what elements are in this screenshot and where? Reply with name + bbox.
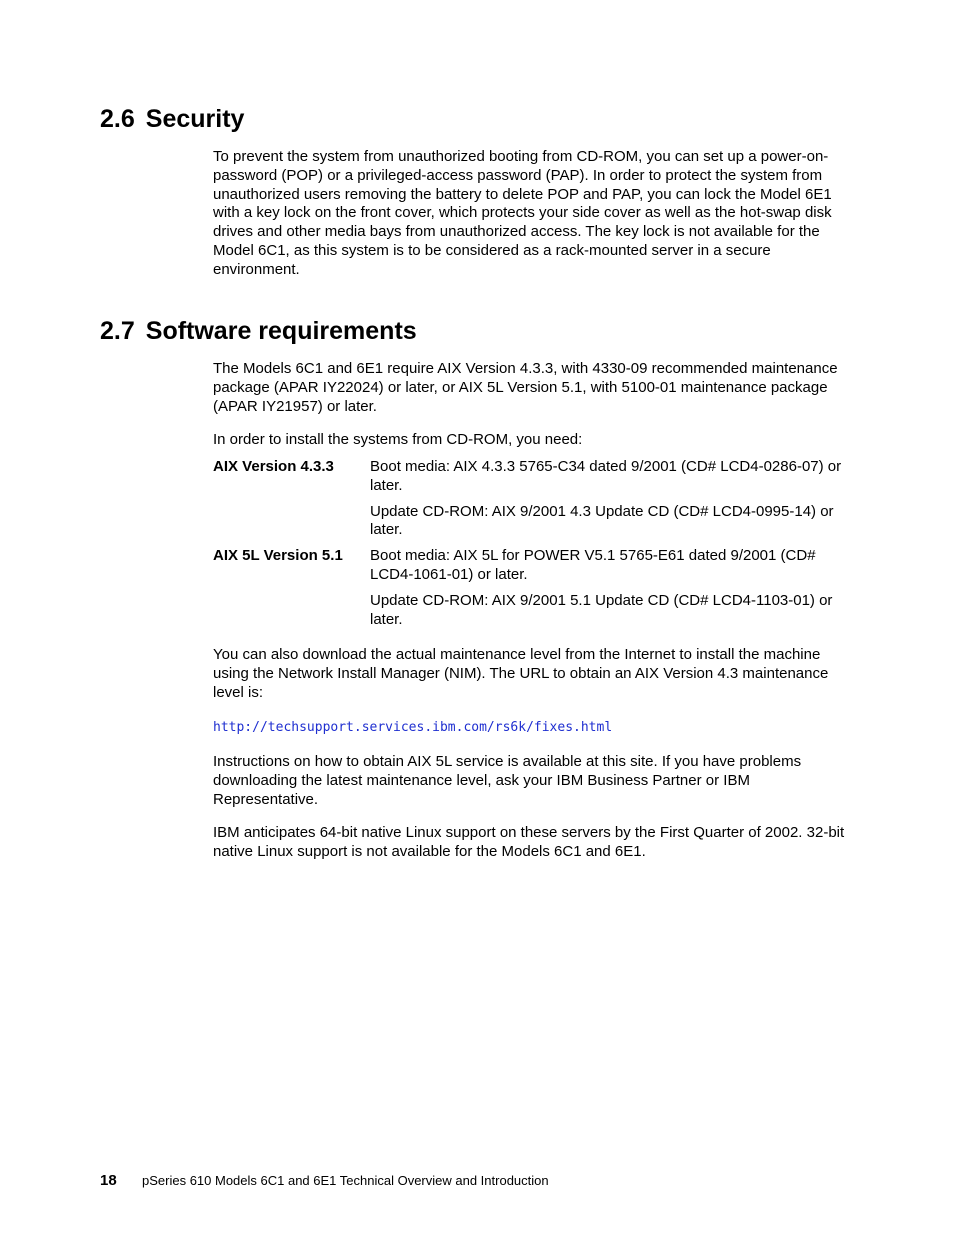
definition-item: Update CD-ROM: AIX 9/2001 4.3 Update CD (CD# LCD4-0995-14) or later. xyxy=(370,502,834,539)
section-title: Software requirements xyxy=(145,317,417,345)
security-paragraph: To prevent the system from unauthorized booting from CD-ROM, you can set up a power-on-password (POP) or a privileged-access password (PAP). In order to protect the system from unauthorized users removing the battery to delete POP and PAP, you can lock the Model 6E1 with a key lock on the front cover, which protects your side cover as well as the hot-swap disk drives and other media bays from unauthorized access. The key lock is not available for the Model 6C1, as this system is to be considered as a rack-mounted server in a secure environment. xyxy=(213,148,832,278)
software-requirements-paragraph: The Models 6C1 and 6E1 require AIX Version 4.3.3, with 4330-09 recommended maintenance package (APAR IY22024) or later, or AIX 5L Version 5.1, with 5100-01 maintenance package (APAR IY21957) or later. xyxy=(213,360,838,415)
download-paragraph: You can also download the actual maintenance level from the Internet to install the machine using the Network Install Manager (NIM). The URL to obtain an AIX Version 4.3 maintenance level is: xyxy=(213,646,829,701)
install-requirements-list xyxy=(213,458,858,636)
definition-term: AIX Version 4.3.3 xyxy=(213,458,334,475)
instructions-paragraph: Instructions on how to obtain AIX 5L service is available at this site. If you have problems downloading the latest maintenance level, ask your IBM Business Partner or IBM Representative. xyxy=(213,753,802,808)
section-heading-software-requirements xyxy=(100,316,417,346)
definition-item: Boot media: AIX 5L for POWER V5.1 5765-E61 dated 9/2001 (CD# LCD4-1061-01) or later. xyxy=(370,547,816,583)
definition-row xyxy=(213,458,858,540)
section-title: Security xyxy=(145,105,245,133)
linux-support-paragraph: IBM anticipates 64-bit native Linux support on these servers by the First Quarter of 2002. 32-bit native Linux support is not available for the Models 6C1 and 6E1. xyxy=(213,824,845,860)
definition-items xyxy=(370,547,858,629)
definition-item: Update CD-ROM: AIX 9/2001 5.1 Update CD (CD# LCD4-1103-01) or later. xyxy=(370,591,833,628)
section-number: 2.6 xyxy=(100,105,135,133)
section-heading-security xyxy=(100,104,244,134)
definition-term: AIX 5L Version 5.1 xyxy=(213,547,343,565)
definition-items xyxy=(370,458,858,540)
page-footer xyxy=(100,1172,549,1190)
definition-item: Boot media: AIX 4.3.3 5765-C34 dated 9/2001 (CD# LCD4-0286-07) or later. xyxy=(370,458,842,494)
footer-title: pSeries 610 Models 6C1 and 6E1 Technical Overview and Introduction xyxy=(142,1173,549,1188)
fixes-url-link[interactable]: http://techsupport.services.ibm.com/rs6k/fixes.html xyxy=(213,720,613,735)
section-number: 2.7 xyxy=(100,317,135,345)
definition-row xyxy=(213,547,858,629)
install-intro-paragraph: In order to install the systems from CD-ROM, you need: xyxy=(213,431,583,448)
page-number: 18 xyxy=(100,1172,117,1189)
